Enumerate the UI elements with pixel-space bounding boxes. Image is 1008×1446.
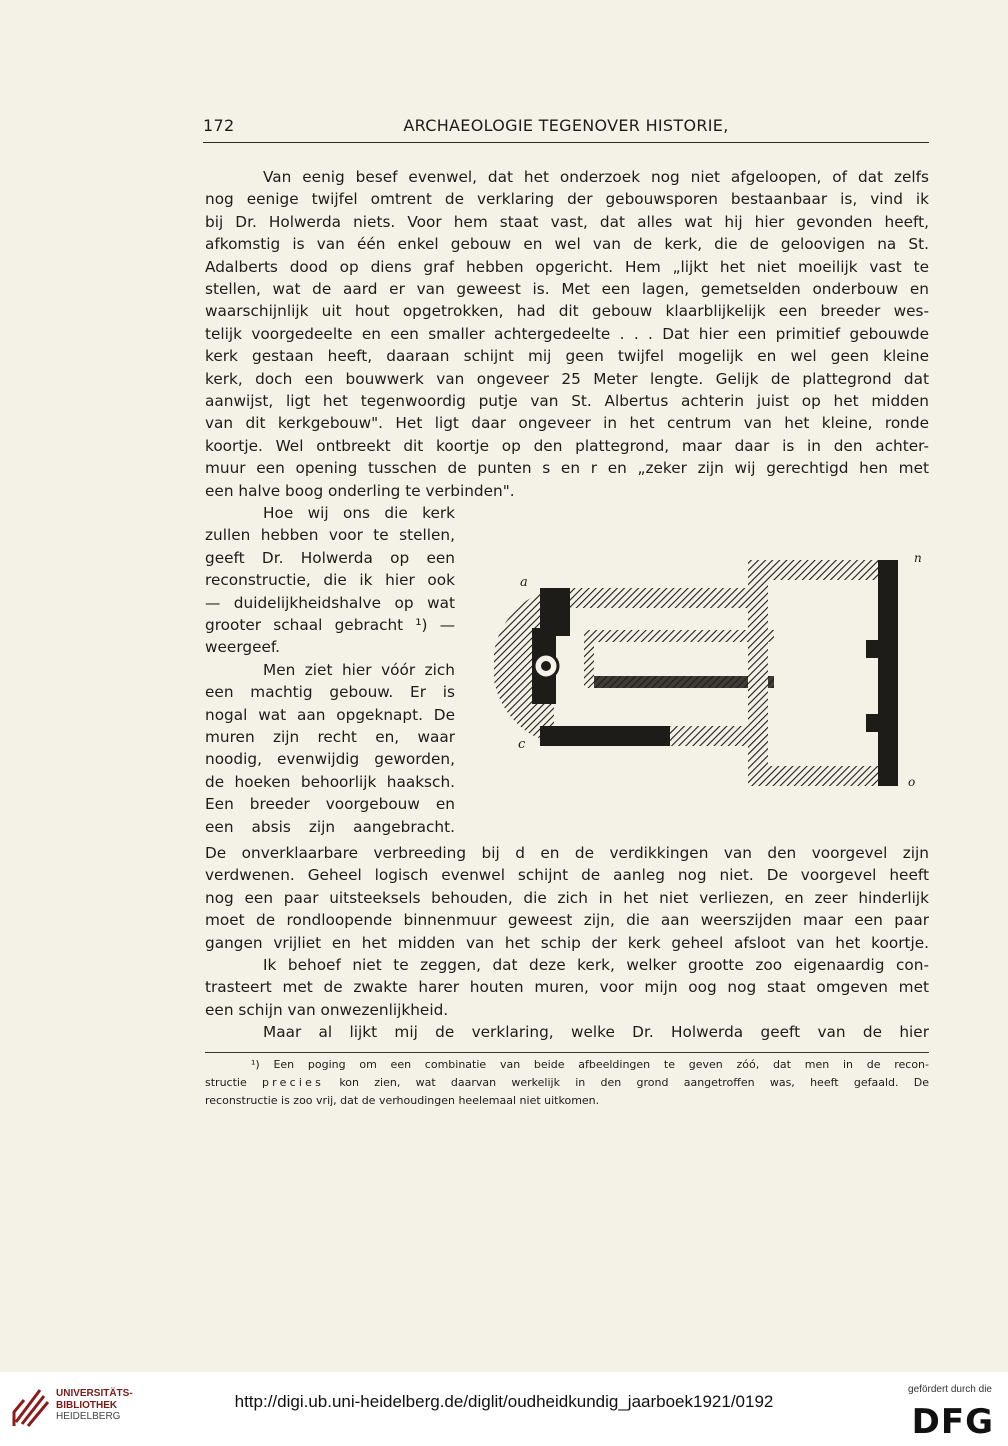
text-line: koortje. Wel ontbreekt dit koortje op den plattegrond, maar daar is in den achter-	[205, 436, 929, 455]
text-line: De onverklaarbare verbreeding bij d en de verdikkingen van den voorgevel zijn	[205, 844, 929, 862]
footnote-line	[205, 1074, 929, 1092]
text-line: nog eenige twijfel omtrent de verklaring der gebouwsporen bestaanbaar is, vind ik	[205, 190, 929, 209]
text-line: van dit kerkgebouw". Het ligt daar ongeveer in het centrum van het kleine, ronde	[205, 414, 929, 433]
text-line: Men ziet hier vóór zich	[263, 660, 455, 679]
text-line: Een breeder voorgebouw en	[205, 795, 455, 814]
footnote-emphasis: precies	[262, 1076, 325, 1089]
floor-plan-walls	[494, 560, 898, 786]
north-wall	[570, 588, 748, 608]
text-line: Maar al lijkt mij de verklaring, welke Dr. Holwerda geeft van de hier	[263, 1023, 929, 1042]
text-line: stellen, wat de aard er van geweest is. Met een lagen, gemetselden onderbouw en	[205, 280, 929, 299]
text-line: afkomstig is van één enkel gebouw en wel van de kerk, die de geloovigen na St.	[205, 235, 929, 254]
text-line: geeft Dr. Holwerda op een	[205, 548, 455, 567]
south-wall-solid	[540, 726, 670, 746]
digitization-footer	[0, 1372, 1008, 1446]
sponsor-text: gefördert durch die	[908, 1384, 992, 1395]
permalink-url[interactable]: http://digi.ub.uni-heidelberg.de/diglit/oudheidkundig_jaarboek1921/0192	[234, 1392, 774, 1411]
label-c: c	[518, 737, 526, 752]
text-line: een machtig gebouw. Er is	[205, 683, 455, 702]
body-text-top	[205, 166, 929, 502]
text-line: muren zijn recht en, waar	[205, 728, 455, 747]
text-line: zullen hebben voor te stellen,	[205, 526, 455, 545]
text-line: gangen vrijliet en het midden van het schip der kerk geheel afsloot van het koortje.	[205, 933, 929, 952]
running-header	[203, 116, 929, 142]
text-line: noodig, evenwijdig geworden,	[205, 750, 455, 769]
label-a: a	[520, 575, 528, 590]
text-line: reconstructie, die ik hier ook	[205, 571, 455, 590]
body-text-column	[205, 502, 455, 838]
footnote-text: kon zien, wat daarvan werkelijk in den grond aangetroffen was, heeft gefaald. De	[324, 1076, 929, 1089]
inner-wall-north	[584, 630, 774, 642]
page-number: 172	[203, 116, 235, 135]
facade-wall	[878, 560, 898, 786]
text-line: kerk, doch een bouwwerk van ongeveer 25 Meter lengte. Gelijk de plattegrond dat	[205, 369, 929, 388]
text-line: verdwenen. Geheel logisch evenwel schijnt de aanleg nog niet. De voorgevel heeft	[205, 866, 929, 885]
text-line: nogal wat aan opgeknapt. De	[205, 705, 455, 724]
text-line: telijk voorgedeelte en een smaller achtergedeelte . . . Dat hier een primitief gebouwde	[205, 324, 929, 343]
well-center	[541, 661, 551, 671]
footnote-line: reconstructie is zoo vrij, dat de verhoudingen heelemaal niet uitkomen.	[205, 1094, 600, 1107]
front-west-wall	[748, 560, 768, 786]
label-n: n	[914, 551, 922, 565]
text-line: moet de rondloopende binnenmuur geweest zijn, die aan weerszijden maar een paar	[205, 911, 929, 930]
text-line: Adalberts dood op diens graf hebben opgericht. Hem „lijkt het niet moeilijk vast te	[205, 257, 929, 276]
footnote	[205, 1056, 929, 1110]
library-name: UNIVERSITÄTS- BIBLIOTHEK HEIDELBERG	[56, 1388, 133, 1422]
text-line: grooter schaal gebracht ¹) —	[205, 616, 455, 635]
text-line: een absis zijn aangebracht.	[205, 817, 455, 836]
footnote-line: ¹) Een poging om een combinatie van beide afbeeldingen te geven zóó, dat men in de recon-	[251, 1058, 929, 1071]
text-line: Van eenig besef evenwel, dat het onderzoek nog niet afgeloopen, of dat zelfs	[263, 168, 929, 186]
dfg-logo: DFG	[911, 1402, 994, 1442]
text-line: bij Dr. Holwerda niets. Voor hem staat vast, dat alles wat hij hier gevonden heeft,	[205, 212, 929, 231]
text-line: nog een paar uitsteeksels behouden, die zich in het niet verliezen, en zeer hinderlijk	[205, 888, 929, 907]
text-line: — duidelijkheidshalve op wat	[205, 593, 455, 612]
facade-projection-2	[866, 714, 880, 732]
running-title: ARCHAEOLOGIE TEGENOVER HISTORIE,	[403, 116, 729, 135]
text-line: aanwijst, ligt het tegenwoordig putje van St. Albertus achterin juist op het midden	[205, 392, 929, 411]
label-o: o	[908, 775, 916, 789]
text-line: kerk gestaan heeft, daaraan schijnt mij geen twijfel mogelijk en wel geen kleine	[205, 347, 929, 366]
text-line: muur een opening tusschen de punten s en r en „zeker zijn wij gerechtigd hen met	[205, 459, 929, 478]
text-line: Hoe wij ons die kerk	[263, 504, 455, 522]
inner-wall-west	[584, 630, 594, 688]
text-line: een halve boog onderling te verbinden".	[205, 481, 515, 500]
text-line: Ik behoef niet te zeggen, dat deze kerk, welker grootte zoo eigenaardig con-	[263, 956, 929, 975]
body-text-bottom	[205, 842, 929, 1044]
church-floor-plan-figure	[494, 548, 934, 798]
text-line: de hoeken behoorlijk haaksch.	[205, 772, 455, 791]
facade-projection-1	[866, 640, 880, 658]
corner-a-solid	[540, 588, 570, 636]
header-rule	[203, 142, 929, 143]
text-line: een schijn van onwezenlijkheid.	[205, 1000, 449, 1019]
inner-wall-south-solid	[594, 676, 774, 688]
footnote-text: structie	[205, 1076, 262, 1089]
text-line: waarschijnlijk uit hout opgetrokken, had dit gebouw klaarblijkelijk een breeder wes-	[205, 302, 929, 321]
text-line: weergeef.	[205, 638, 281, 657]
text-line: trasteert met de zwakte harer houten muren, voor mijn oog nog staat omgeven met	[205, 978, 929, 997]
footnote-rule	[205, 1052, 929, 1053]
